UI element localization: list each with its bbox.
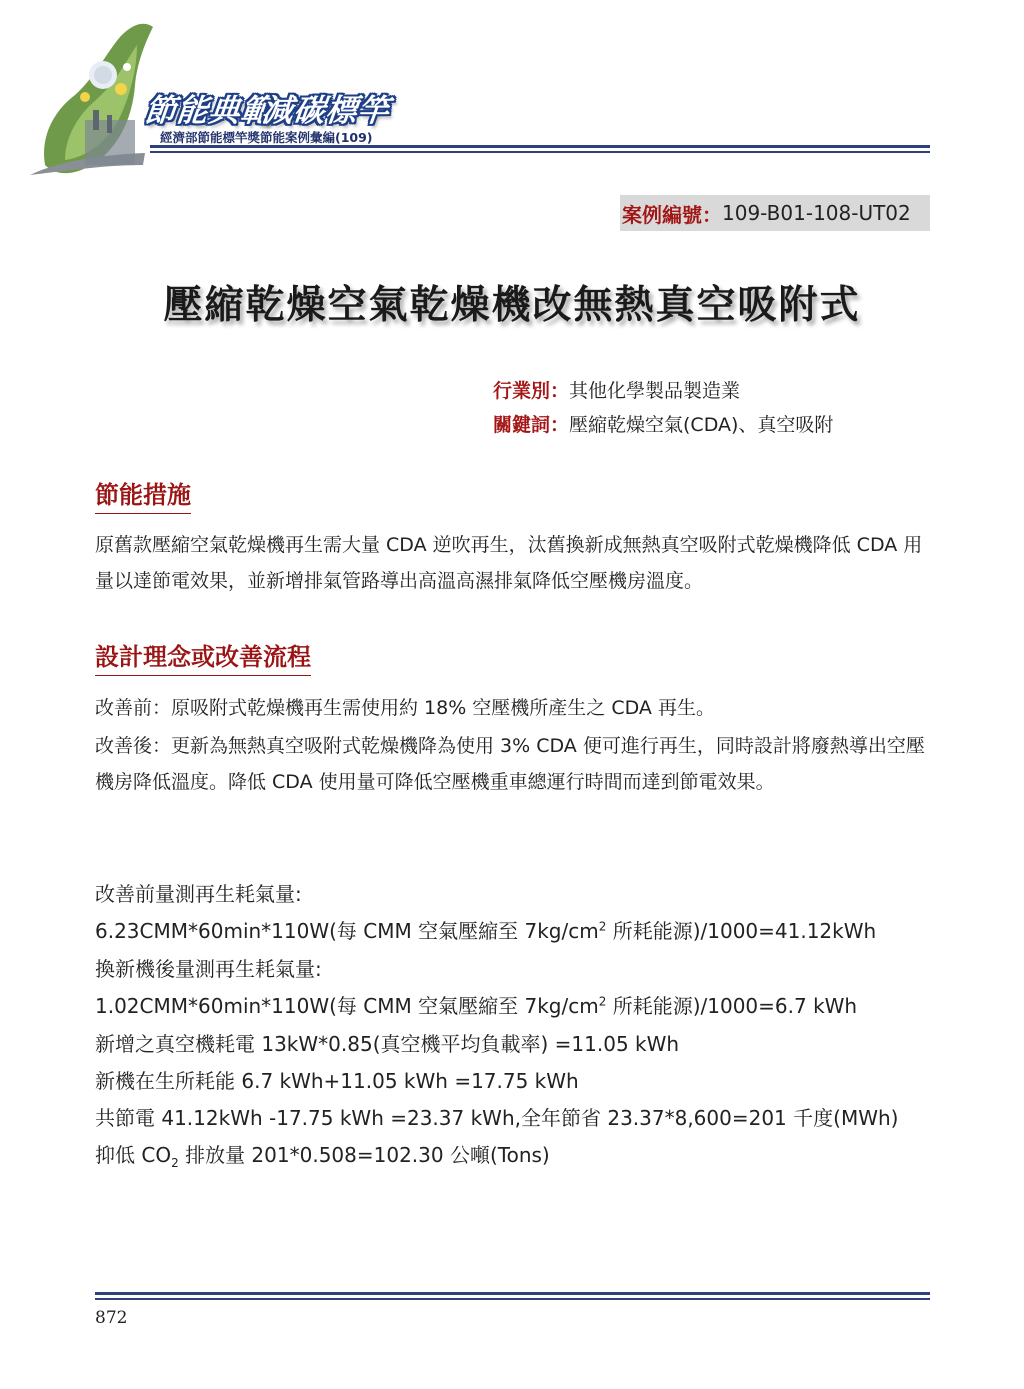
page-title: 壓縮乾燥空氣乾燥機改無熱真空吸附式	[163, 283, 861, 328]
page-number: 872	[95, 1308, 128, 1328]
header-rule	[150, 145, 930, 148]
calc-line-new-total: 新機在生所耗能 6.7 kWh+11.05 kWh =17.75 kWh	[95, 1069, 579, 1093]
header-subtitle: 經濟部節能標竿獎節能案例彙編(109)	[160, 130, 373, 145]
calc-line-before-heading: 改善前量測再生耗氣量:	[95, 882, 302, 906]
footer-rule-thin	[95, 1298, 930, 1300]
header-slogan-part2: 減碳標竿	[259, 93, 392, 129]
case-number-box	[620, 195, 930, 231]
calc-line-savings: 共節電 41.12kWh -17.75 kWh =23.37 kWh,全年節省 23.37*8,600=201 千度(MWh)	[95, 1106, 899, 1130]
industry-value: 其他化學製品製造業	[569, 380, 741, 402]
header-rule-thin	[150, 151, 930, 153]
calc-line-co2: 抑低 $CO_2$ 排放量 201*0.508=102.30 公噸(Tons)	[95, 1143, 550, 1170]
calc-line-after-formula: 1.02CMM*60min*110W(每 CMM 空氣壓縮至 $7kg/cm^2$ 所耗能源)/1000=6.7 kWh	[95, 994, 858, 1018]
case-number-value: 109-B01-108-UT02	[722, 201, 911, 225]
header-slogan-part1: 節能典範	[142, 93, 275, 129]
design-after: 改善後：更新為無熱真空吸附式乾燥機降為使用 3% CDA 便可進行再生，同時設計將廢熱導出空壓機房降低溫度。降低 CDA 使用量可降低空壓機重車總運行時間而達到節電效果。	[95, 735, 925, 793]
measures-body: 原舊款壓縮空氣乾燥機再生需大量 CDA 逆吹再生，汰舊換新成無熱真空吸附式乾燥機降低 CDA 用量以達節電效果，並新增排氣管路導出高溫高濕排氣降低空壓機房溫度。	[95, 534, 923, 592]
industry-row	[493, 376, 740, 403]
calc-line-before-formula: 6.23CMM*60min*110W(每 CMM 空氣壓縮至 $7kg/cm^2$ 所耗能源)/1000=41.12kWh	[95, 919, 877, 943]
keywords-row	[493, 410, 833, 437]
case-number-label: 案例編號：	[622, 202, 722, 227]
section-heading-measures: 節能措施	[95, 475, 191, 514]
section-heading-design: 設計理念或改善流程	[95, 637, 311, 676]
keywords-value: 壓縮乾燥空氣(CDA)、真空吸附	[569, 414, 834, 436]
keywords-label: 關鍵詞：	[493, 414, 570, 436]
footer-rule	[95, 1292, 930, 1295]
calc-line-after-heading: 換新機後量測再生耗氣量:	[95, 957, 322, 981]
design-before: 改善前：原吸附式乾燥機再生需使用約 18% 空壓機所產生之 CDA 再生。	[95, 697, 715, 719]
industry-label: 行業別：	[493, 380, 570, 402]
calc-line-vacuum: 新增之真空機耗電 13kW*0.85(真空機平均負載率) =11.05 kWh	[95, 1032, 680, 1056]
